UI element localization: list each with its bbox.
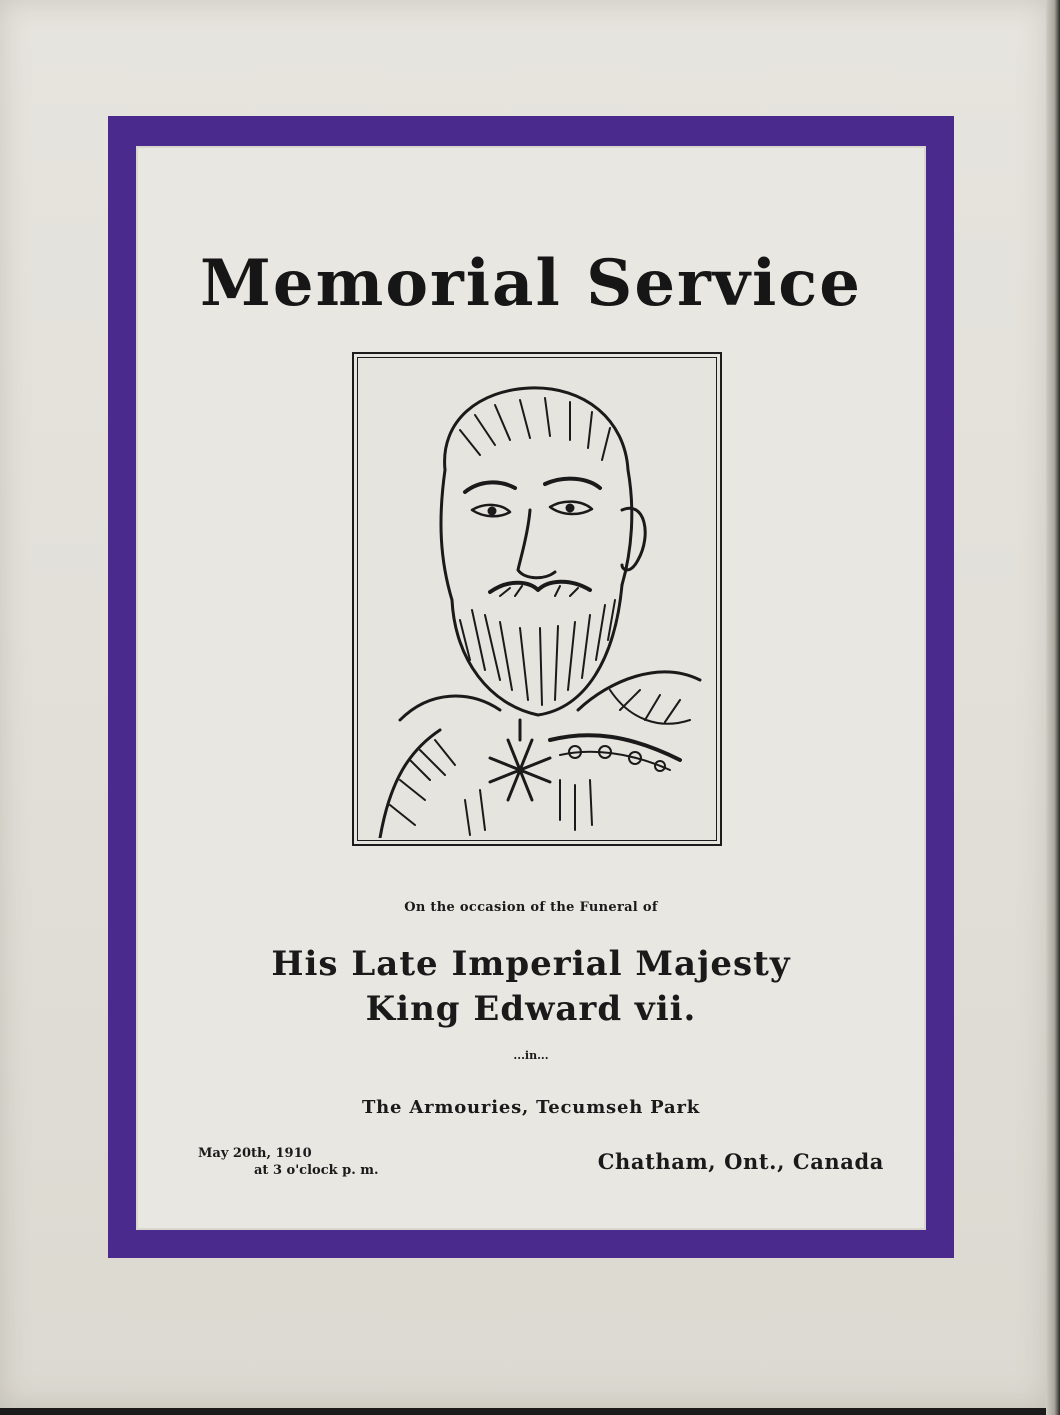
time-text: at 3 o'clock p. m. [254, 1163, 379, 1178]
city-text: Chatham, Ont., Canada [597, 1149, 884, 1174]
in-text: ...in... [513, 1049, 549, 1062]
venue-text: The Armouries, Tecumseh Park [361, 1097, 701, 1118]
portrait-frame [352, 352, 722, 846]
majesty-heading: His Late Imperial Majesty [271, 944, 791, 984]
paper-edge [1046, 0, 1060, 1415]
page-title: Memorial Service [200, 246, 862, 321]
date-text: May 20th, 1910 [198, 1146, 312, 1161]
occasion-text: On the occasion of the Funeral of [404, 900, 658, 915]
king-heading: King Edward vii. [365, 989, 697, 1029]
engraved-portrait-icon [360, 360, 714, 838]
purple-border-frame [108, 116, 954, 1258]
